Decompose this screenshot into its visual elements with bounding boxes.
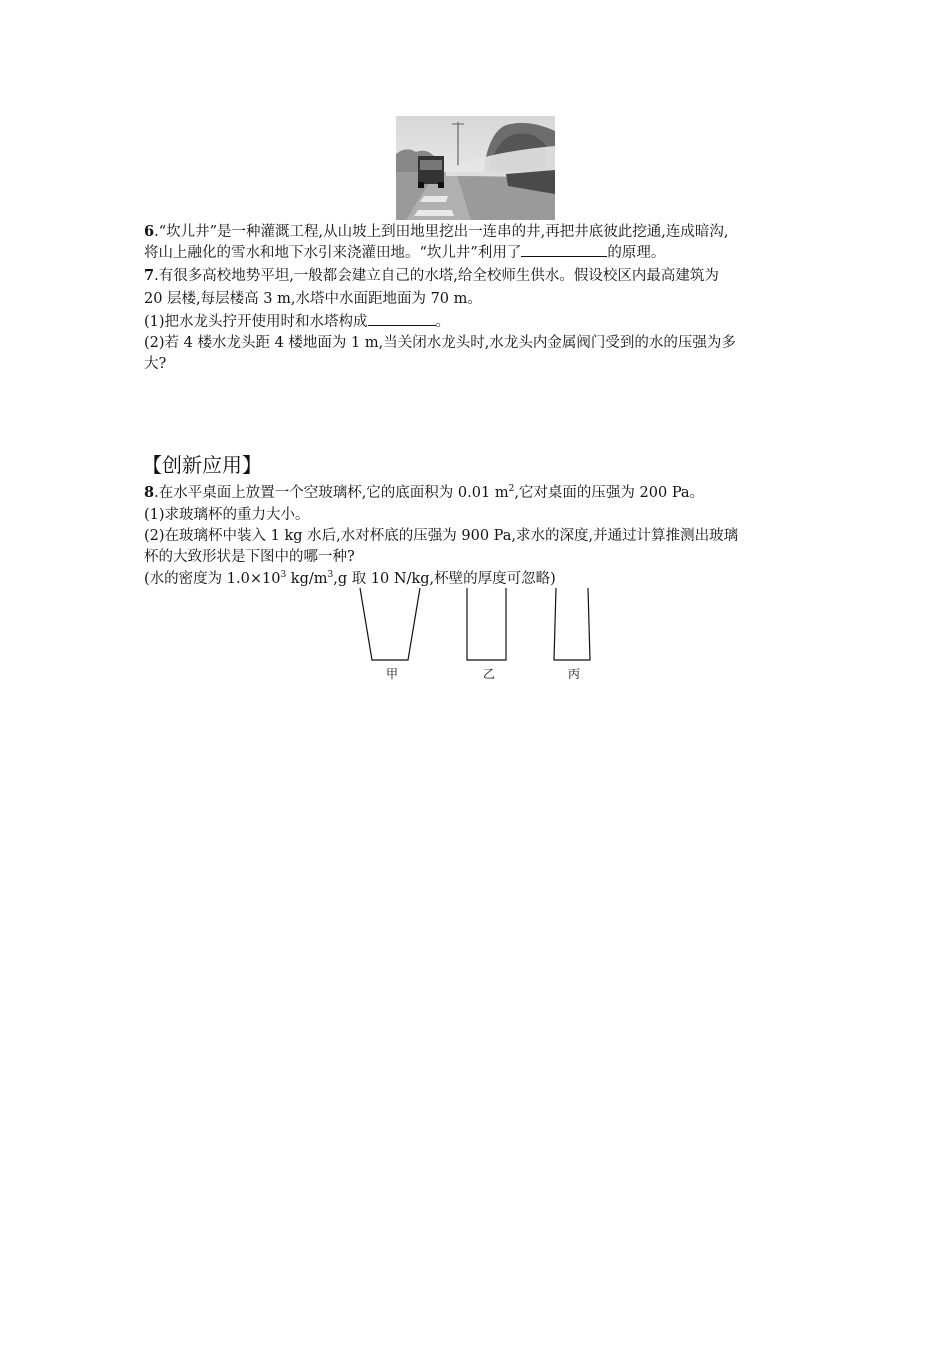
q7-part1-end: 。 <box>435 314 451 330</box>
q8-note-2: kg/m <box>286 571 328 587</box>
q7-number: 7 <box>144 267 155 284</box>
q8-part2-text-1: (2)在玻璃杯中装入 1 kg 水后,水对杯底的压强为 900 Pa,求水的深度,并通过计算推测出玻璃 <box>144 528 739 544</box>
q6-text-3: 的原理。 <box>607 245 666 261</box>
q7-part2-text-2: 大? <box>144 356 167 372</box>
q7-part2-text-1: (2)若 4 楼水龙头距 4 楼地面为 1 m,当关闭水龙头时,水龙头内金属阀门受到的水的压强为多 <box>144 335 736 351</box>
q7-line2 <box>144 289 482 309</box>
q8-note-sup1: 3 <box>280 570 287 581</box>
q6-line2 <box>144 242 665 263</box>
q7-part1-text: (1)把水龙头拧开使用时和水塔构成 <box>144 314 368 330</box>
sprinkler-truck-photo <box>396 116 555 220</box>
q8-number: 8 <box>144 484 155 501</box>
q7-text-2: 20 层楼,每层楼高 3 m,水塔中水面距地面为 70 m。 <box>144 291 482 307</box>
q8-part1 <box>144 505 310 525</box>
q8-note-3: ,g 取 10 N/kg,杯壁的厚度可忽略) <box>333 571 556 587</box>
q7-answer-blank[interactable] <box>368 311 436 326</box>
q7-text-1: .有很多高校地势平坦,一般都会建立自己的水塔,给全校师生供水。假设校区内最高建筑为 <box>154 268 719 284</box>
q7-part2-line2 <box>144 354 166 374</box>
cup-label-bing: 丙 <box>567 667 581 681</box>
section-title: 【创新应用】 <box>142 453 262 477</box>
cup-jia-shape <box>360 588 420 660</box>
q8-text-2: ,它对桌面的压强为 200 Pa。 <box>514 485 705 501</box>
q8-sup: 2 <box>508 484 515 495</box>
cup-label-jia: 甲 <box>385 667 399 681</box>
cup-label-yi: 乙 <box>482 667 496 681</box>
cup-shapes-diagram <box>350 586 610 686</box>
q6-text-2: 将山上融化的雪水和地下水引来浇灌田地。“坎儿井”利用了 <box>144 245 522 261</box>
q8-part2-text-2: 杯的大致形状是下图中的哪一种? <box>144 549 355 565</box>
q6-answer-blank[interactable] <box>521 242 607 257</box>
q8-line1 <box>144 483 704 503</box>
q8-part2-line1 <box>144 526 738 546</box>
q6-line1 <box>144 222 728 242</box>
q6-number: 6 <box>144 223 155 240</box>
q8-note-1: (水的密度为 1.0×10 <box>144 571 281 587</box>
q8-part1-text: (1)求玻璃杯的重力大小。 <box>144 507 310 523</box>
cup-yi-shape <box>467 588 506 660</box>
q8-text-1: .在水平桌面上放置一个空玻璃杯,它的底面积为 0.01 m <box>154 485 509 501</box>
cup-bing-shape <box>554 588 590 660</box>
q7-part1 <box>144 311 450 332</box>
q7-part2-line1 <box>144 333 736 353</box>
q8-note-sup2: 3 <box>327 570 334 581</box>
q8-part2-line2 <box>144 547 355 567</box>
q7-line1 <box>144 266 719 286</box>
q6-text-1: .“坎儿井”是一种灌溉工程,从山坡上到田地里挖出一连串的井,再把井底彼此挖通,连成暗沟, <box>154 224 729 240</box>
